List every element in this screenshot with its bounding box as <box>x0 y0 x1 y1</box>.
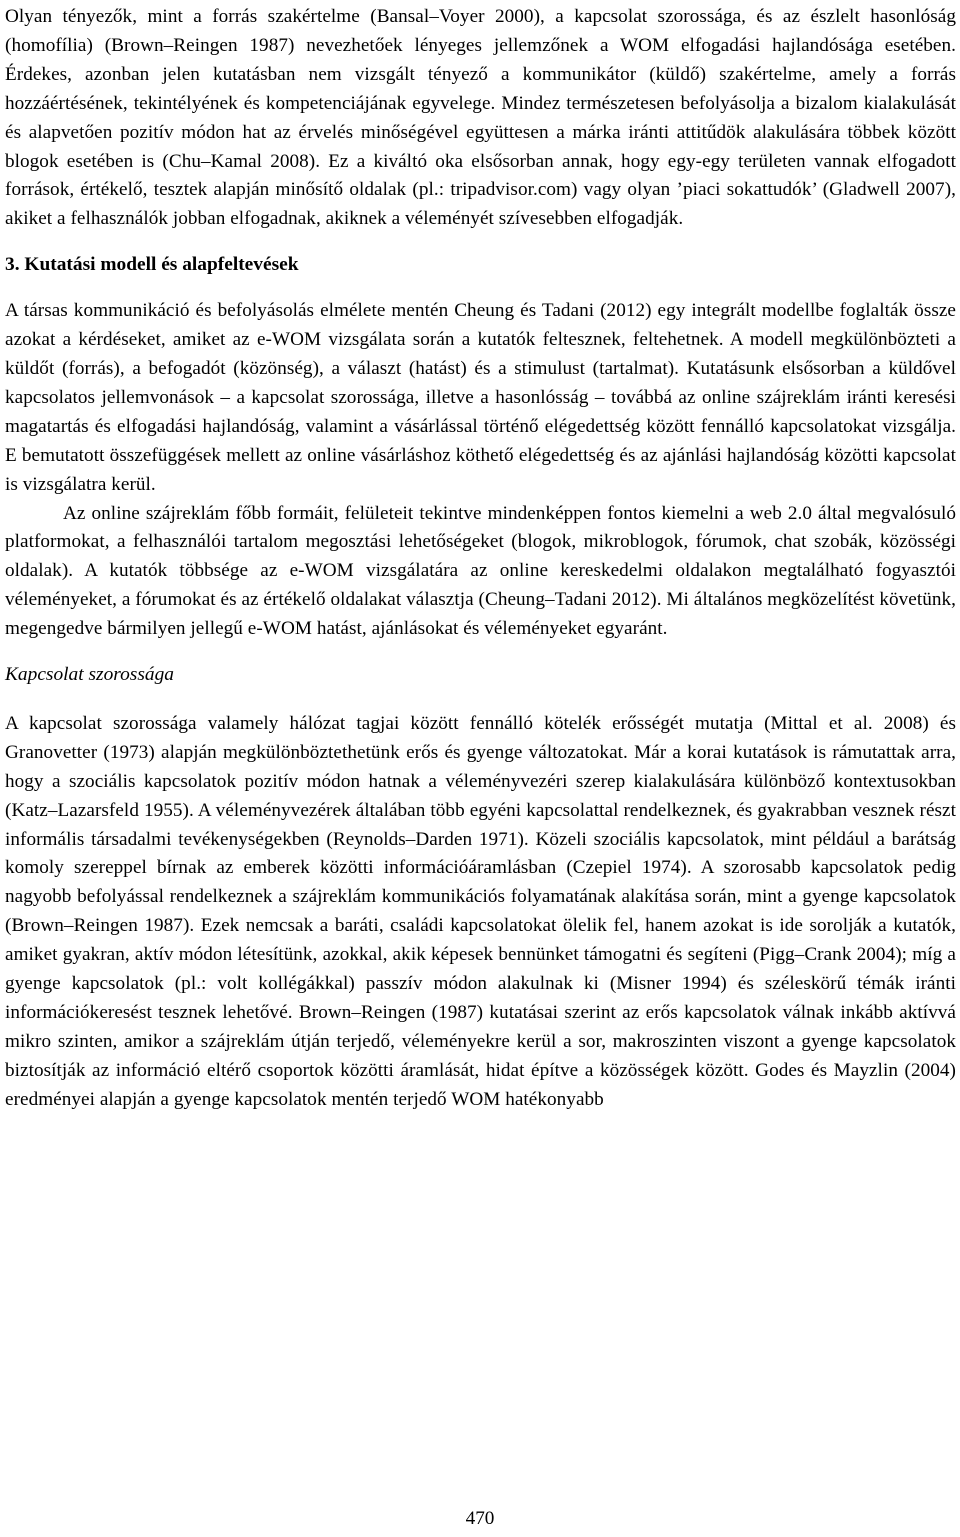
paragraph-research-model: A társas kommunikáció és befolyásolás elmélete mentén Cheung és Tadani (2012) egy integrált modellbe foglalták össze azokat a kérdéseket, amiket az e-WOM vizsgálata során a kutatók feltesznek, feltehetnek. A modell megkülönbözteti a küldőt (forrás), a befogadót (közönség), a választ (hatást) és a stimulust (tartalmat). Kutatásunk elsősorban a küldővel kapcsolatos jellemvonások – a kapcsolat szorossága, illetve a hasonlósság – továbbá az online szájreklám iránti keresési magatartás és elfogadási hajlandóság, valamint a vásárlással történő elégedettség között fennálló kapcsolatokat vizsgálja. E bemutatott összefüggések mellett az online vásárláshoz köthető elégedettség és az ajánlási hajlandóság közötti kapcsolat is vizsgálatra kerül. <box>5 300 956 495</box>
paragraph-online-forms: Az online szájreklám főbb formáit, felületeit tekintve mindenképpen fontos kiemelni a web 2.0 által megvalósuló platformokat, a felhasználói tartalom megosztási lehetőségeket (blogok, mikroblogok, fórumok, chat szobák, közösségi oldalak). A kutatók többsége az e-WOM vizsgálatára az online kereskedelmi oldalakon megtalálható fogyasztói véleményeket, a fórumokat és az értékelő oldalakat választja (Cheung–Tadani 2012). Mi általános megközelítést követünk, megengedve bármilyen jellegű e-WOM hatást, ajánlásokat és véleményeket egyaránt. <box>5 502 956 640</box>
paragraph-tie-strength: A kapcsolat szorossága valamely hálózat tagjai között fennálló kötelék erősségét mutatja (Mittal et al. 2008) és Granovetter (1973) alapján megkülönböztethetünk erős és gyenge változatokat. Már a korai kutatások is rámutattak arra, hogy a szociális kapcsolatok pozitív módon hatnak a véleményvezéri szerep kialakulására különböző kontextusokban (Katz–Lazarsfeld 1955). A véleményvezérek általában több egyéni kapcsolattal rendelkeznek, és gyakrabban vesznek részt informális társadalmi tevékenységekben (Reynolds–Darden 1971). Közeli szociális kapcsolatok, mint például a barátság komoly szereppel bírnak az emberek közötti információáramlásban (Czepiel 1974). A szorosabb kapcsolatok pedig nagyobb befolyással rendelkeznek a szájreklám kommunikációs folyamatának alakítása során, mint a gyenge kapcsolatok (Brown–Reingen 1987). Ezek nemcsak a baráti, családi kapcsolatokat ölelik fel, hanem azokat is ide sorolják a kutatók, amiket gyakran, aktív módon létesítünk, azokkal, akik képesek bennünket támogatni és segíteni (Pigg–Crank 2004); míg a gyenge kapcsolatok (pl.: volt kollégákkal) passzív módon alakulnak ki (Misner 1994) és széleskörű témák iránti információkeresést tesznek lehetővé. Brown–Reingen (1987) kutatásai szerint az erős kapcsolatok válnak inkább aktívvá mikro szinten, amikor a szájreklám útján terjedő, véleményekre kerül a sor, makroszinten viszont a gyenge kapcsolatok biztosítják az információ eltérő csoportok közötti áramlását, hidat építve a közösségek között. Godes és Mayzlin (2004) eredményei alapján a gyenge kapcsolatok mentén terjedő WOM hatékonyabb <box>5 712 956 1110</box>
page-number: 470 <box>465 1508 495 1529</box>
section-heading: 3. Kutatási modell és alapfeltevések <box>5 254 299 276</box>
subsection-heading: Kapcsolat szorossága <box>5 664 174 686</box>
paragraph-source-factors: Olyan tényezők, mint a forrás szakértelme (Bansal–Voyer 2000), a kapcsolat szorossága, és az észlelt hasonlóság (homofília) (Brown–Reingen 1987) nevezhetőek lényeges jellemzőnek a WOM elfogadási hajlandósága esetében. Érdekes, azonban jelen kutatásban nem vizsgált tényező a kommunikátor (küldő) szakértelme, amely a forrás hozzáértésének, tekintélyének és kompetenciájának egyvelege. Mindez természetesen befolyásolja a bizalom kialakulását és alapvetően pozitív módon hat az érvelés minőségével együttesen a márka iránti attitűdök alakulására többek között blogok esetében is (Chu–Kamal 2008). Ez a kiváltó oka elsősorban annak, hogy egy-egy területen vannak elfogadott források, értékelő, tesztek alapján minősítő oldalak (pl.: tripadvisor.com) vagy olyan ’piaci sokattudók’ (Gladwell 2007), akiket a felhasználók jobban elfogadnak, akiknek a véleményét szívesebben elfogadják. <box>5 6 956 230</box>
